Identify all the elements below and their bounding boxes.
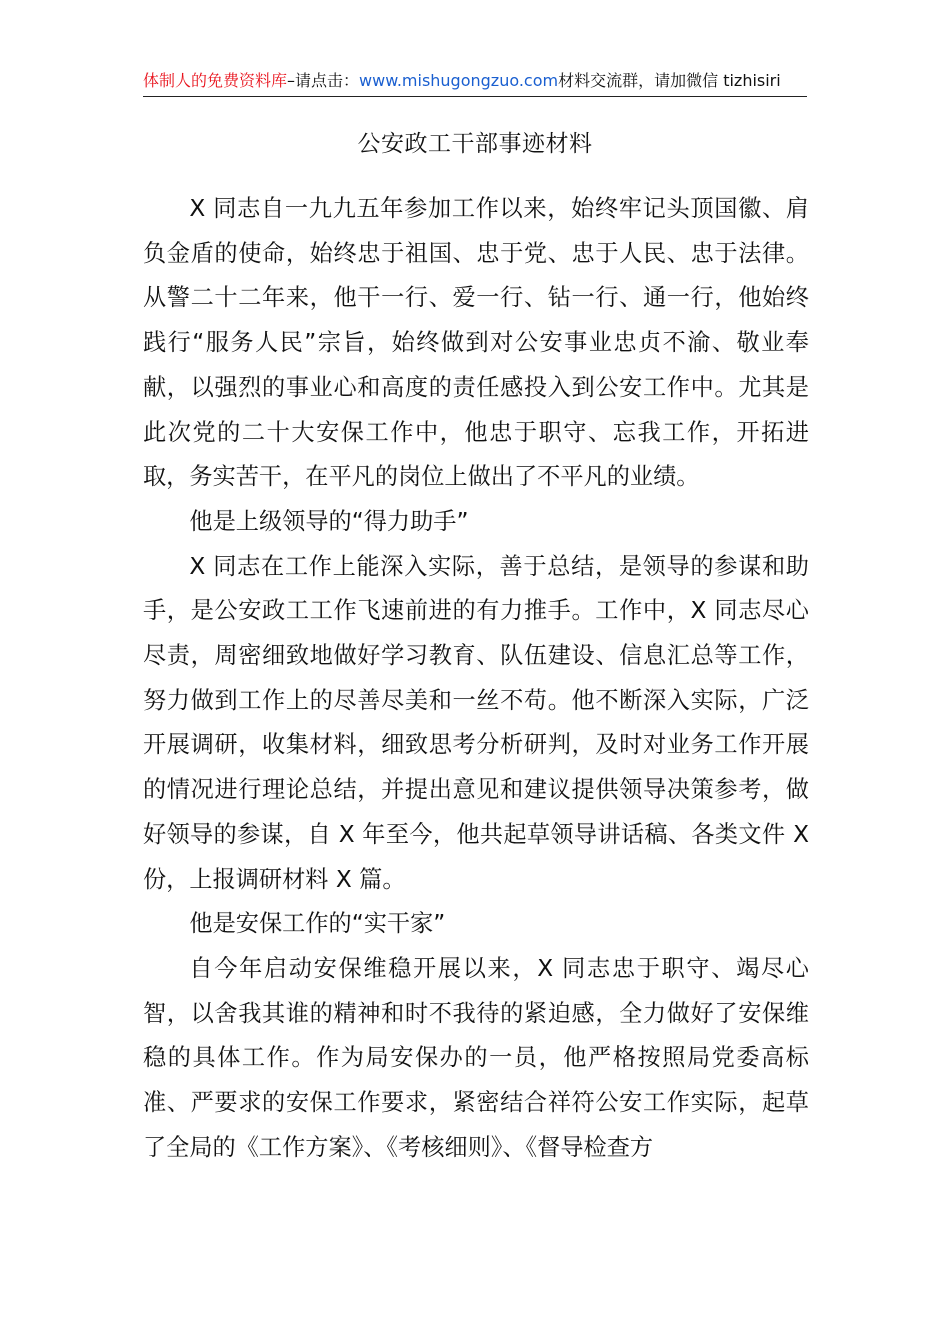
header-tail: 材料交流群，请加微信 tizhisiri (558, 71, 781, 90)
section-heading-assistant: 他是上级领导的“得力助手” (189, 507, 469, 535)
header-url-link[interactable]: www.mishugongzuo.com (359, 71, 559, 90)
section-heading-doer: 他是安保工作的“实干家” (189, 910, 446, 938)
document-title: 公安政工干部事迹材料 (357, 131, 593, 157)
paragraph-intro: X 同志自一九九五年参加工作以来，始终牢记头顶国徽、肩负金盾的使命，始终忠于祖国、忠于党、忠于人民、忠于法律。从警二十二年来，他干一行、爱一行、钻一行、通一行，他始终践行“服务人民”宗旨，始终做到对公安事业忠贞不渝、敬业奉献，以强烈的事业心和高度的责任感投入到公安工作中。尤其是此次党的二十大安保工作中，他忠于职守、忘我工作，开拓进取，务实苦干，在平凡的岗位上做出了不平凡的业绩。 (143, 195, 809, 491)
page-header (143, 66, 807, 97)
header-brand[interactable]: 体制人的免费资料库 (143, 71, 288, 90)
paragraph-assistant: X 同志在工作上能深入实际，善于总结，是领导的参谋和助手，是公安政工工作飞速前进的有力推手。工作中，X 同志尽心尽责，周密细致地做好学习教育、队伍建设、信息汇总等工作，努力做到工作上的尽善尽美和一丝不苟。他不断深入实际，广泛开展调研，收集材料，细致思考分析研判，及时对业务工作开展的情况进行理论总结，并提出意见和建议提供领导决策参考，做好领导的参谋，自 X 年至今，他共起草领导讲话稿、各类文件 X 份，上报调研材料 X 篇。 (143, 552, 809, 893)
paragraph-doer: 自今年启动安保维稳开展以来，X 同志忠于职守、竭尽心智，以舍我其谁的精神和时不我待的紧迫感，全力做好了安保维稳的具体工作。作为局安保办的一员，他严格按照局党委高标准、严要求的安保工作要求，紧密结合祥符公安工作实际，起草了全局的《工作方案》、《考核细则》、《督导检查方 (143, 954, 809, 1161)
header-prompt: –请点击： (287, 71, 360, 90)
document-body (143, 187, 809, 1170)
